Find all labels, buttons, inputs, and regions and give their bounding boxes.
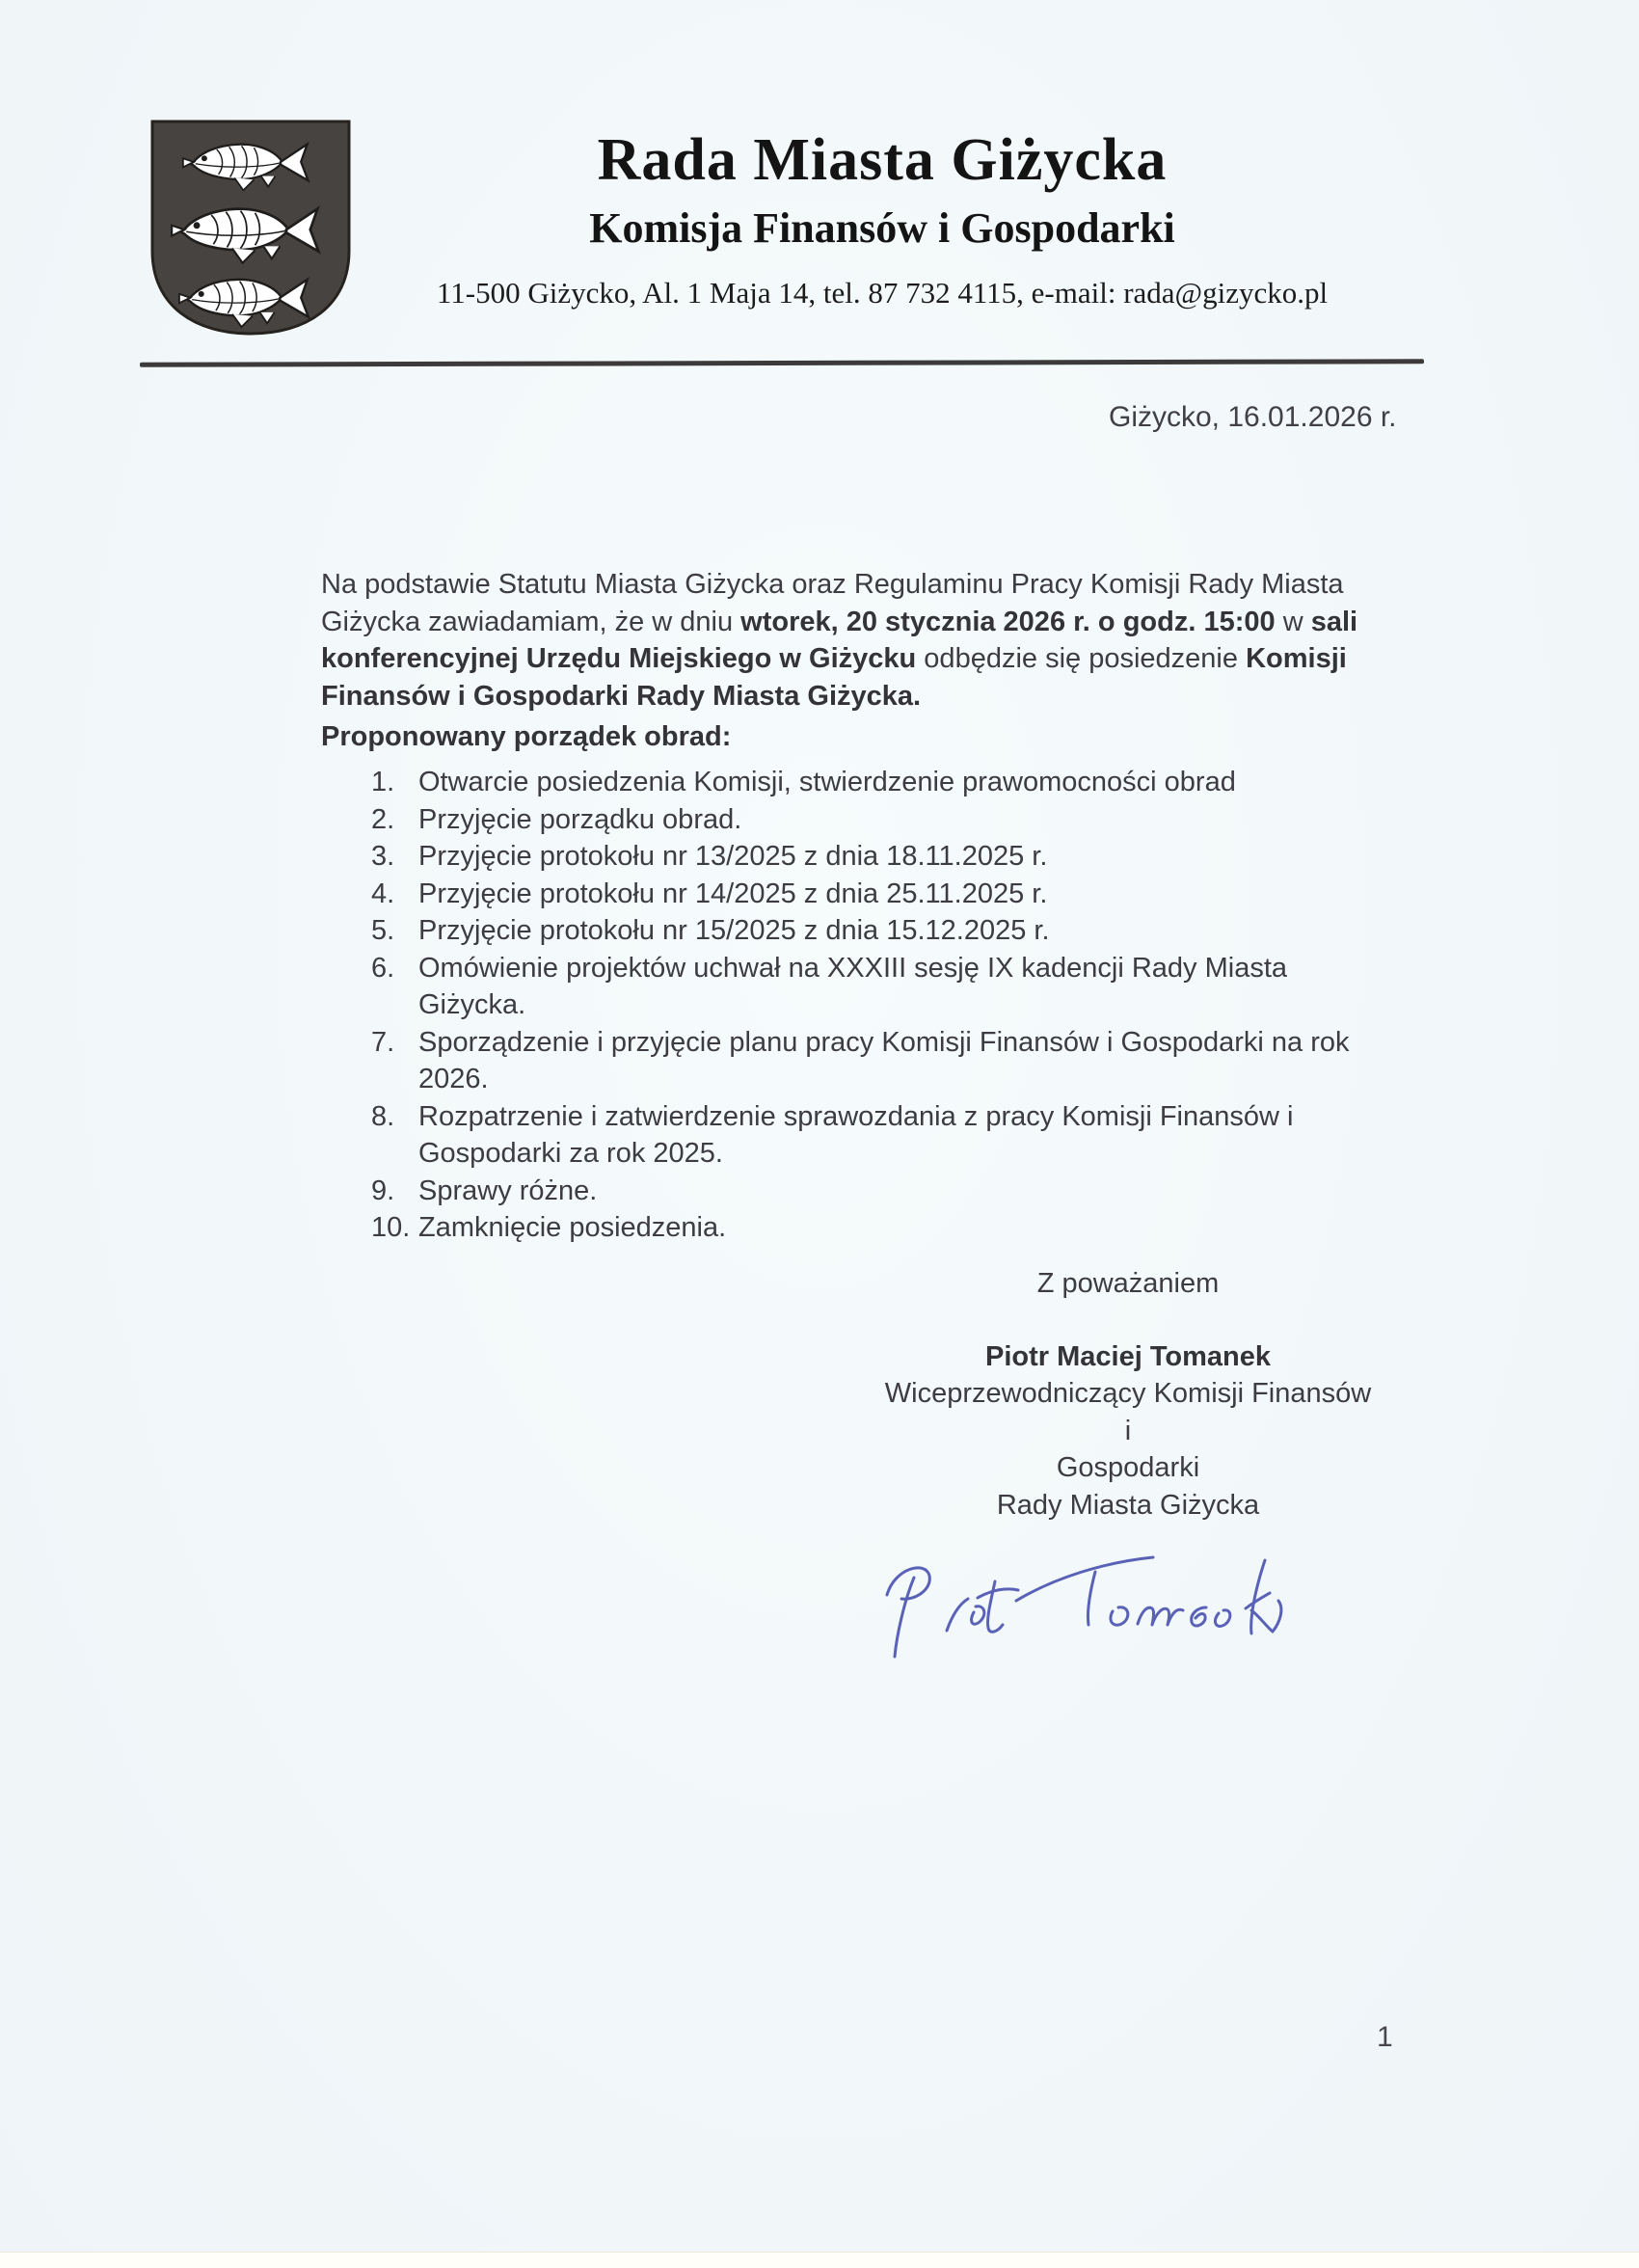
agenda-item-number: 9.: [371, 1174, 395, 1206]
agenda-item-text: Sprawy różne.: [418, 1174, 598, 1206]
intro-segment: odbędzie się posiedzenie: [916, 643, 1247, 674]
agenda-item-text: Przyjęcie porządku obrad.: [418, 803, 742, 835]
signer-title-line: Rady Miasta Giżycka: [996, 1489, 1260, 1521]
agenda-item-text: Przyjęcie protokołu nr 14/2025 z dnia 25.11.2025 r.: [418, 878, 1048, 909]
agenda-item-text: Rozpatrzenie i zatwierdzenie sprawozdania z pracy Komisji Finansów i Gospodarki za rok 2025.: [418, 1100, 1294, 1169]
org-subtitle: Komisja Finansów i Gospodarki: [589, 204, 1175, 252]
agenda-item: [371, 1098, 1374, 1173]
closing-block: [882, 1265, 1374, 1524]
agenda-item-number: 4.: [371, 878, 395, 909]
agenda-item-text: Otwarcie posiedzenia Komisji, stwierdzenie prawomocności obrad: [418, 767, 1236, 797]
agenda-item: [371, 1173, 1374, 1210]
header-divider: [140, 359, 1424, 366]
agenda-item-text: Zamknięcie posiedzenia.: [418, 1212, 727, 1243]
page-number: 1: [1377, 2021, 1393, 2053]
signer-title-line: Wiceprzewodniczący Komisji Finansów i: [884, 1378, 1372, 1446]
agenda-item-number: 2.: [371, 803, 395, 835]
intro-segment-committee-name: Komisji Finansów i Gospodarki Rady Miasta Giżycka.: [321, 643, 1347, 712]
handwritten-signature-icon: [866, 1539, 1300, 1679]
agenda-item-text: Omówienie projektów uchwał na XXXIII sesję IX kadencji Rady Miasta Giżycka.: [418, 952, 1288, 1020]
org-title: Rada Miasta Giżycka: [597, 127, 1168, 193]
letterhead-text: [347, 125, 1417, 312]
agenda-heading: Proponowany porządek obrad:: [321, 721, 732, 752]
agenda-item: [371, 764, 1374, 801]
agenda-item-number: 7.: [371, 1026, 395, 1058]
agenda-item-text: Przyjęcie protokołu nr 15/2025 z dnia 15.12.2025 r.: [418, 915, 1050, 946]
agenda-item: [371, 801, 1374, 839]
agenda-item-number: 6.: [371, 952, 395, 984]
agenda-item-number: 5.: [371, 915, 395, 946]
agenda-item-number: 3.: [371, 841, 395, 872]
agenda-item: [371, 912, 1374, 950]
agenda-item-number: 8.: [371, 1100, 395, 1132]
signer-name: Piotr Maciej Tomanek: [985, 1340, 1271, 1372]
agenda-item: [371, 838, 1374, 876]
agenda-list: [371, 764, 1374, 1247]
intro-paragraph: [321, 566, 1374, 715]
agenda-item-number: 1.: [371, 767, 395, 797]
intro-segment-meeting-place: sali konferencyjnej Urzędu Miejskiego w Giżycku: [321, 606, 1358, 674]
agenda-item: [371, 876, 1374, 913]
intro-segment: Na podstawie Statutu Miasta Giżycka oraz Regulaminu Pracy Komisji Rady Miasta Giżycka zawiadamiam, że w dniu: [321, 569, 1344, 637]
scan-bottom-edge: [0, 2252, 1639, 2268]
agenda-item-text: Sporządzenie i przyjęcie planu pracy Komisji Finansów i Gospodarki na rok 2026.: [418, 1026, 1350, 1094]
coat-of-arms-icon: [147, 118, 355, 338]
agenda-item-number: 10.: [371, 1212, 411, 1243]
valediction: Z poważaniem: [1036, 1268, 1220, 1299]
agenda-item: [371, 950, 1374, 1024]
org-address: 11-500 Giżycko, Al. 1 Maja 14, tel. 87 732 4115, e-mail: rada@gizycko.pl: [436, 276, 1329, 310]
agenda-item: [371, 1024, 1374, 1098]
intro-segment: w: [1275, 606, 1311, 637]
signer-title-line: Gospodarki: [1056, 1452, 1200, 1483]
intro-segment-meeting-datetime: wtorek, 20 stycznia 2026 r. o godz. 15:00: [740, 606, 1276, 637]
agenda-item-text: Przyjęcie protokołu nr 13/2025 z dnia 18.11.2025 r.: [418, 841, 1048, 872]
date-line: Giżycko, 16.01.2026 r.: [1109, 401, 1397, 433]
agenda-item: [371, 1209, 1374, 1247]
